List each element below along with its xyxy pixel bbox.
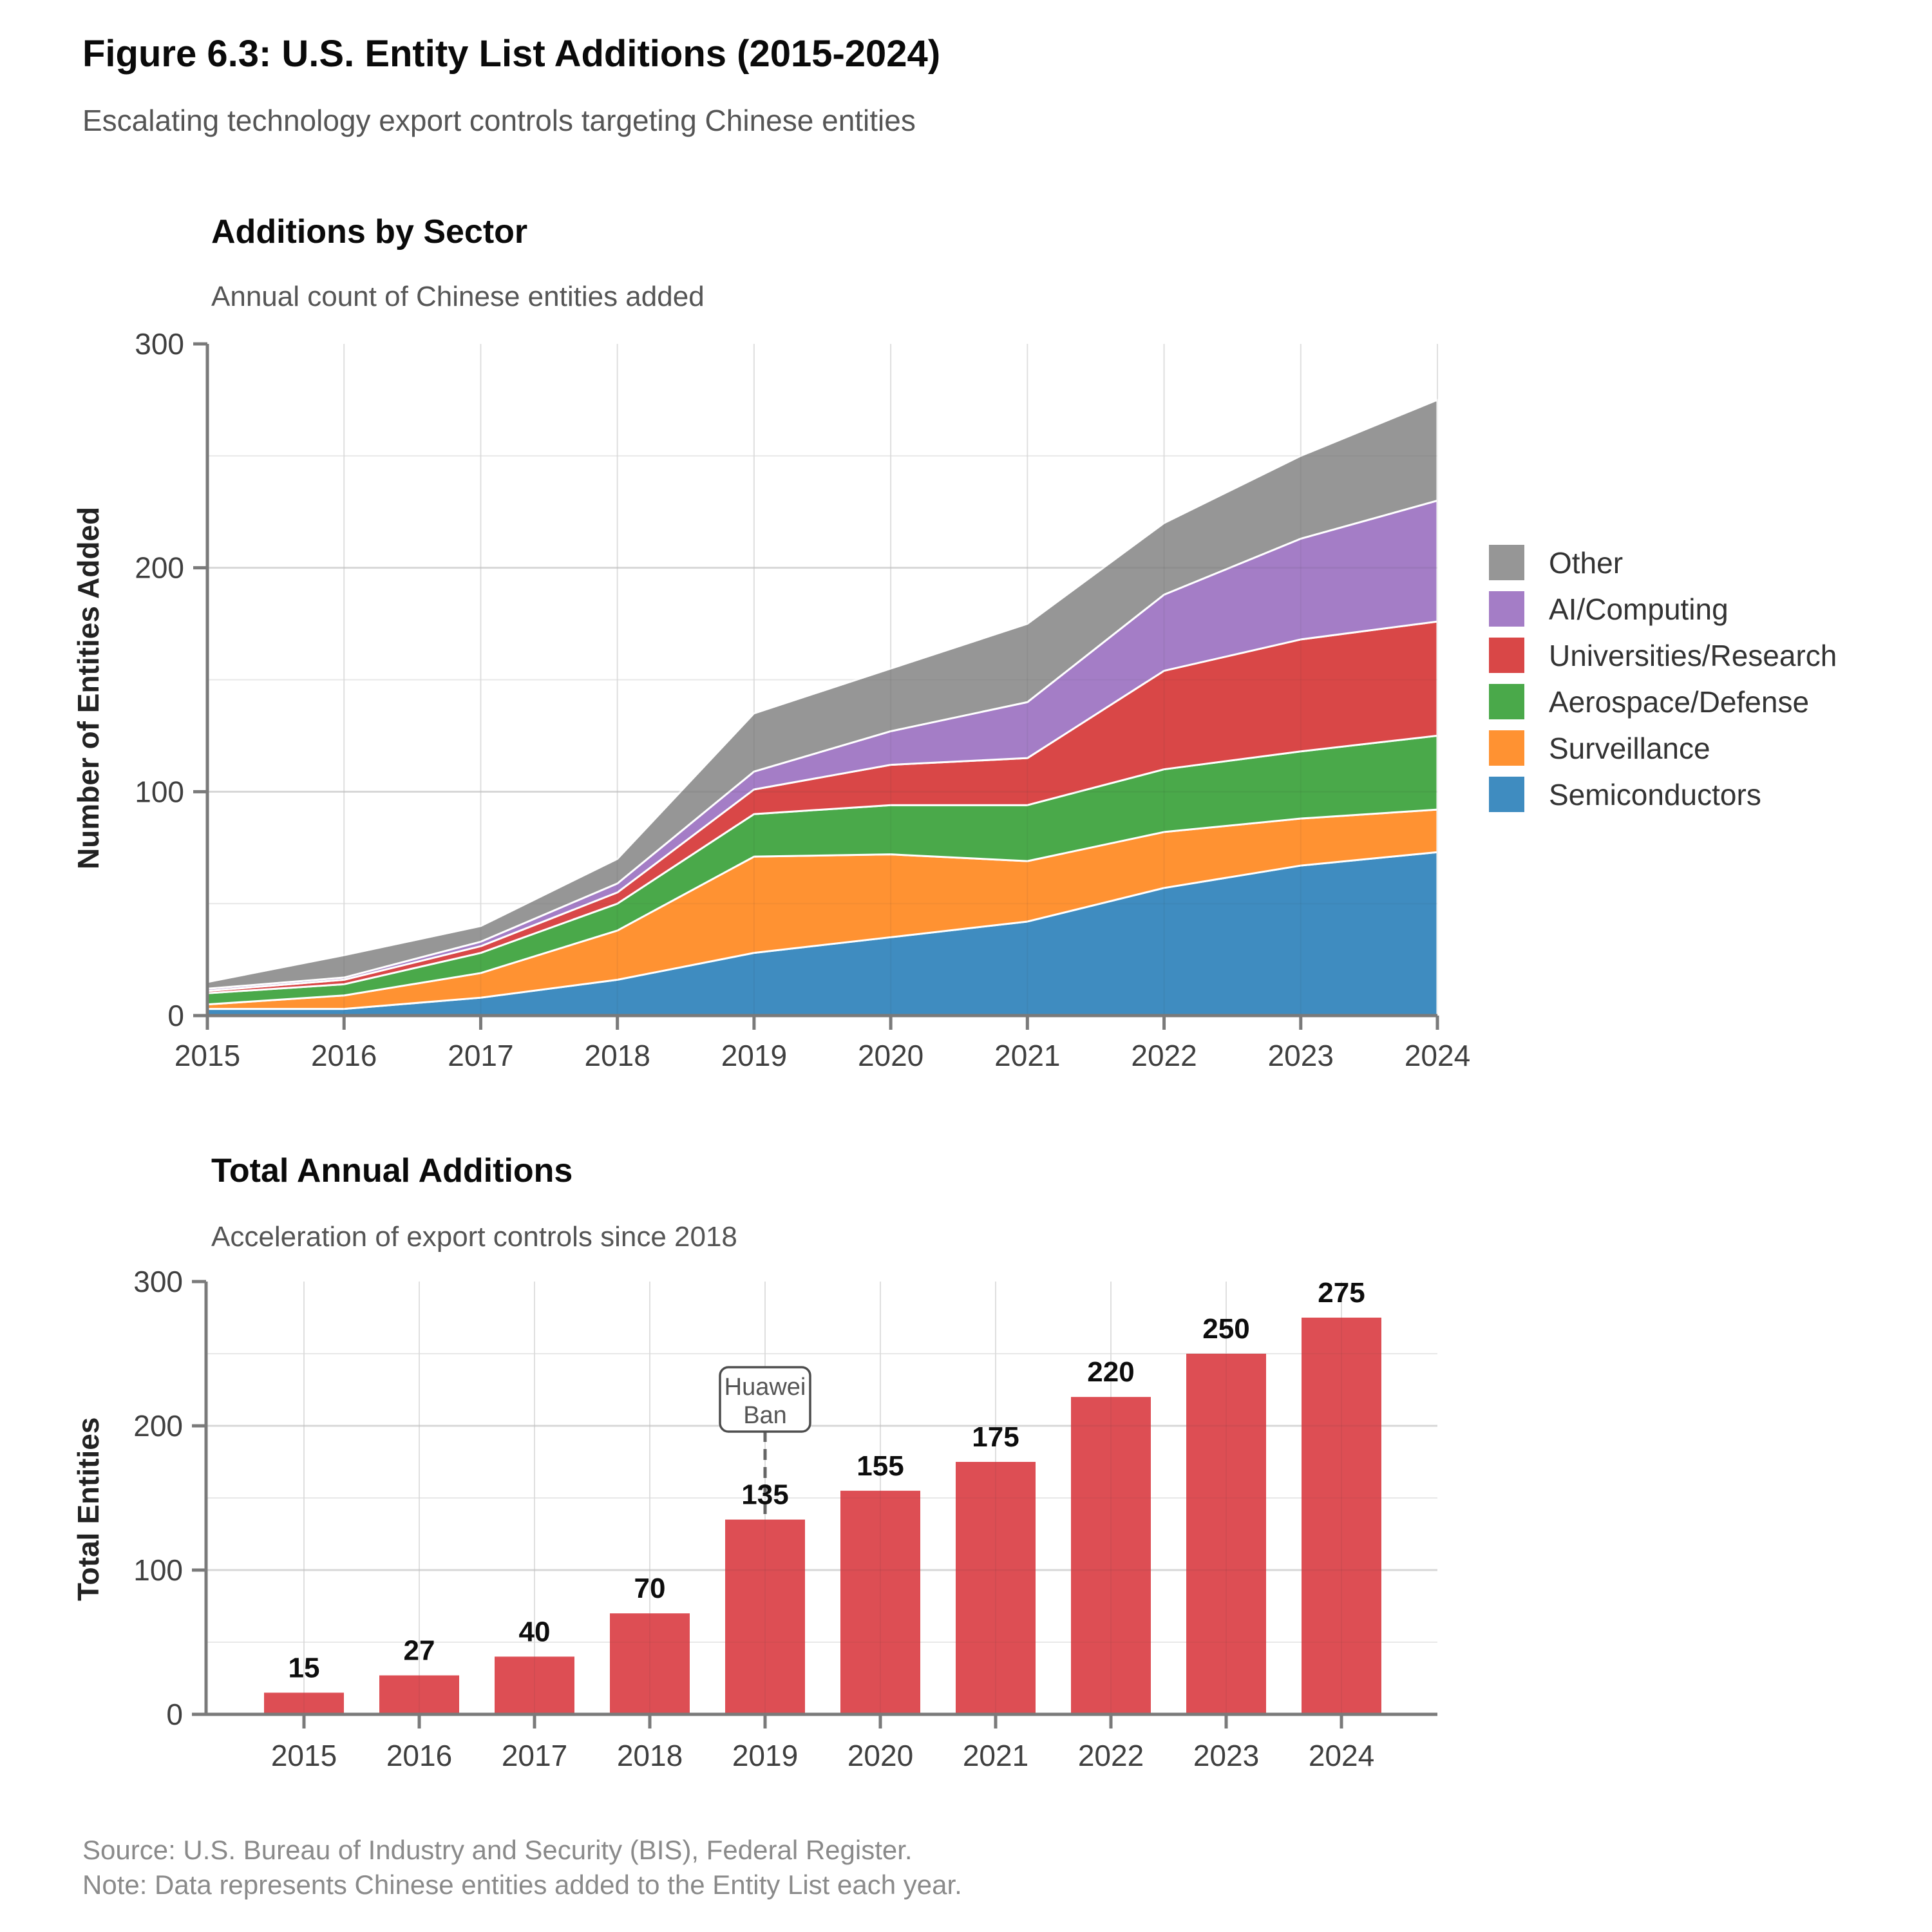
x-tick-label: 2021 [962,1739,1029,1772]
x-tick-label: 2020 [857,1039,924,1072]
x-tick-label: 2021 [994,1039,1061,1072]
bar-value-label-2017: 40 [518,1616,551,1648]
data-note: Note: Data represents Chinese entities added to the Entity List each year. [82,1870,962,1900]
annotation-text-line1: Huawei [724,1374,806,1401]
legend-label: Universities/Research [1549,638,1837,672]
stacked-areas [207,400,1437,1016]
y-tick-label: 0 [167,999,184,1032]
legend-label: Semiconductors [1549,777,1761,811]
x-tick-label: 2019 [721,1039,788,1072]
y-tick-label: 100 [133,1553,183,1587]
legend-item-universities-research [1489,638,1837,673]
legend-item-other [1489,545,1837,580]
total-bar-chart [0,1262,1481,1823]
bar-value-label-2020: 155 [857,1450,904,1482]
chart-legend [1489,545,1837,823]
legend-item-surveillance [1489,730,1837,766]
legend-label: AI/Computing [1549,592,1728,626]
source-note: Source: U.S. Bureau of Industry and Security (BIS), Federal Register. [82,1835,913,1865]
y-tick-label: 200 [135,551,184,585]
x-tick-label: 2022 [1077,1739,1144,1772]
area-chart-y-axis-label: Number of Entities Added [71,506,105,869]
bar-value-label-2015: 15 [288,1652,320,1684]
x-tick-label: 2024 [1308,1739,1375,1772]
bar-value-label-2019: 135 [741,1479,789,1511]
stacked-area-chart [0,309,1481,1121]
bar-value-label-2016: 27 [403,1634,435,1667]
bar-chart-subtitle: Acceleration of export controls since 2018 [211,1221,737,1253]
legend-swatch-aerospace-defense [1489,684,1524,719]
y-tick-label: 200 [133,1409,183,1443]
x-tick-label: 2018 [584,1039,650,1072]
x-tick-label: 2023 [1267,1039,1334,1072]
x-tick-label: 2017 [448,1039,514,1072]
legend-swatch-surveillance [1489,730,1524,766]
legend-label: Surveillance [1549,731,1710,765]
bar-value-label-2018: 70 [634,1573,666,1605]
bar-chart-y-axis-label: Total Entities [71,1417,105,1601]
figure-subtitle: Escalating technology export controls targeting Chinese entities [82,104,916,137]
x-tick-label: 2016 [311,1039,377,1072]
bar-chart-title: Total Annual Additions [211,1152,573,1189]
figure-title: Figure 6.3: U.S. Entity List Additions (2015-2024) [82,33,941,75]
bar-value-label-2021: 175 [972,1421,1019,1453]
bar-value-label-2024: 275 [1318,1277,1365,1309]
x-tick-label: 2017 [501,1739,568,1772]
legend-swatch-ai-computing [1489,591,1524,627]
y-tick-label: 300 [135,327,184,361]
figure-footer [82,1833,962,1902]
x-tick-label: 2023 [1193,1739,1260,1772]
x-tick-label: 2015 [174,1039,241,1072]
x-tick-label: 2024 [1404,1039,1471,1072]
legend-swatch-semiconductors [1489,777,1524,812]
x-tick-label: 2019 [732,1739,799,1772]
annotation-text-line2: Ban [743,1402,787,1429]
legend-item-semiconductors [1489,777,1837,812]
x-tick-label: 2020 [847,1739,914,1772]
y-tick-label: 100 [135,775,184,809]
bar-value-label-2023: 250 [1202,1313,1250,1345]
legend-item-aerospace-defense [1489,684,1837,719]
legend-label: Other [1549,545,1624,580]
x-tick-label: 2016 [386,1739,453,1772]
legend-item-ai-computing [1489,591,1837,627]
x-tick-label: 2022 [1131,1039,1197,1072]
area-chart-title: Additions by Sector [211,213,528,251]
bar-value-label-2022: 220 [1087,1356,1135,1388]
area-chart-subtitle: Annual count of Chinese entities added [211,281,705,312]
legend-swatch-universities-research [1489,638,1524,673]
legend-label: Aerospace/Defense [1549,685,1810,719]
y-tick-label: 300 [133,1265,183,1298]
legend-swatch-other [1489,545,1524,580]
x-tick-label: 2018 [616,1739,683,1772]
x-tick-label: 2015 [270,1739,337,1772]
y-tick-label: 0 [166,1698,183,1731]
